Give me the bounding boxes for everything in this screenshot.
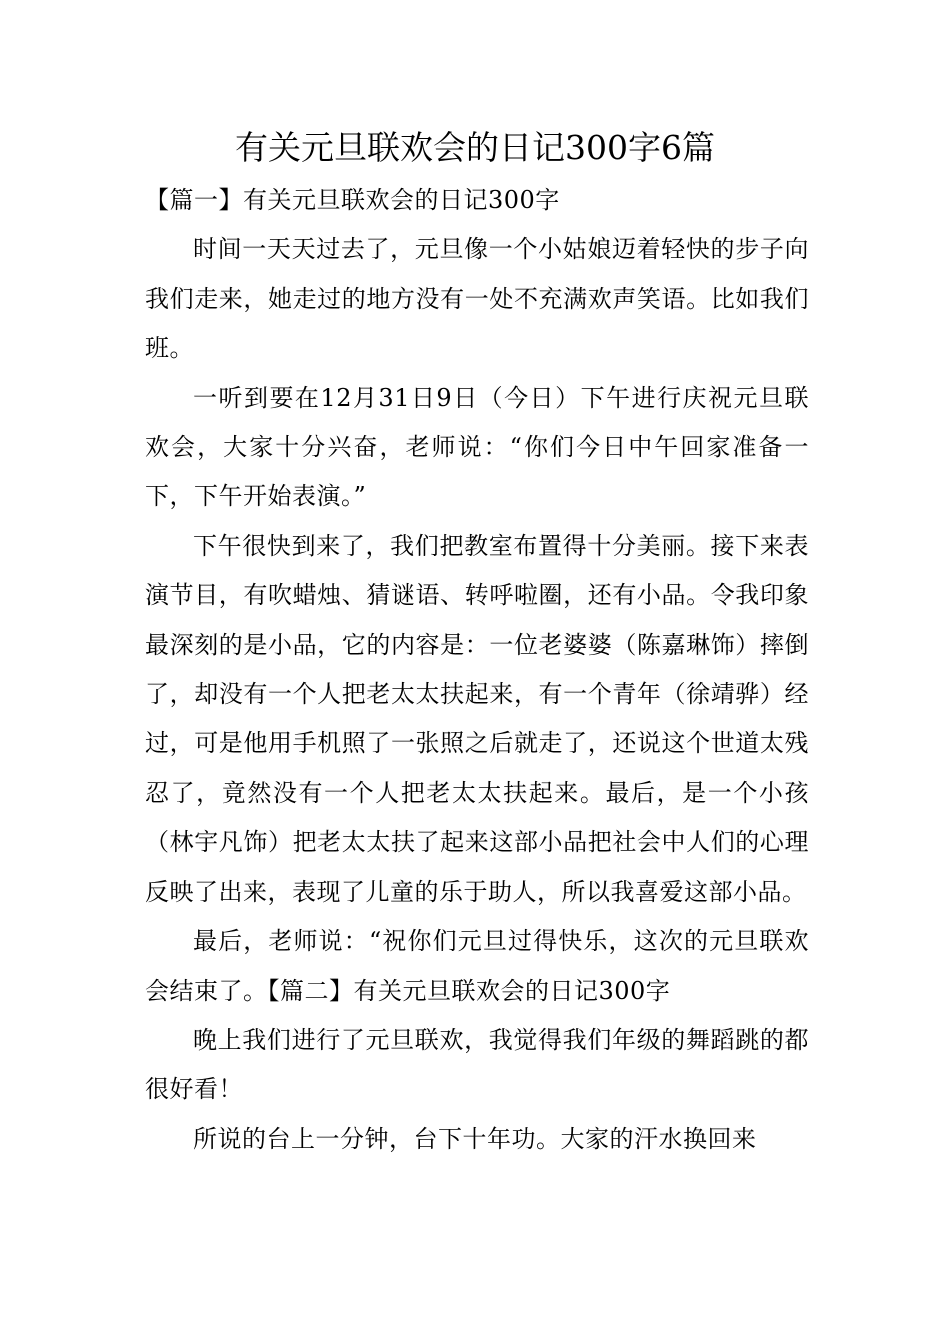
paragraph-5: 晚上我们进行了元旦联欢，我觉得我们年级的舞蹈跳的都很好看！ (145, 1025, 809, 1104)
paragraph-6: 所说的台上一分钟，台下十年功。大家的汗水换回来 (193, 1124, 757, 1153)
paragraph-3: 下午很快到来了，我们把教室布置得十分美丽。接下来表演节目，有吹蜡烛、猜谜语、转呼啦圈，还有小品。令我印象最深刻的是小品，它的内容是：一位老婆婆（陈嘉琳饰）摔倒了，却没有一个人把老太太扶起来，有一个青年（徐靖骅）经过，可是他用手机照了一张照之后就走了，还说这个世道太残忍了，竟然没有一个人把老太太扶起来。最后，是一个小孩（林宇凡饰）把老太太扶了起来这部小品把社会中人们的心理反映了出来，表现了儿童的乐于助人，所以我喜爱这部小品。 (145, 531, 809, 906)
document-title: 有关元旦联欢会的日记300字6篇 (235, 128, 715, 167)
paragraph-1: 时间一天天过去了，元旦像一个小姑娘迈着轻快的步子向我们走来，她走过的地方没有一处不充满欢声笑语。比如我们班。 (145, 235, 809, 363)
paragraph-2: 一听到要在12月31日9日（今日）下午进行庆祝元旦联欢会，大家十分兴奋，老师说：“你们今日中午回家准备一下，下午开始表演。” (145, 383, 809, 511)
document-body (145, 176, 809, 1164)
paragraph-4: 最后，老师说：“祝你们元旦过得快乐，这次的元旦联欢会结束了。【篇二】有关元旦联欢会的日记300字 (145, 927, 809, 1005)
section-heading-1: 【篇一】有关元旦联欢会的日记300字 (145, 186, 560, 214)
